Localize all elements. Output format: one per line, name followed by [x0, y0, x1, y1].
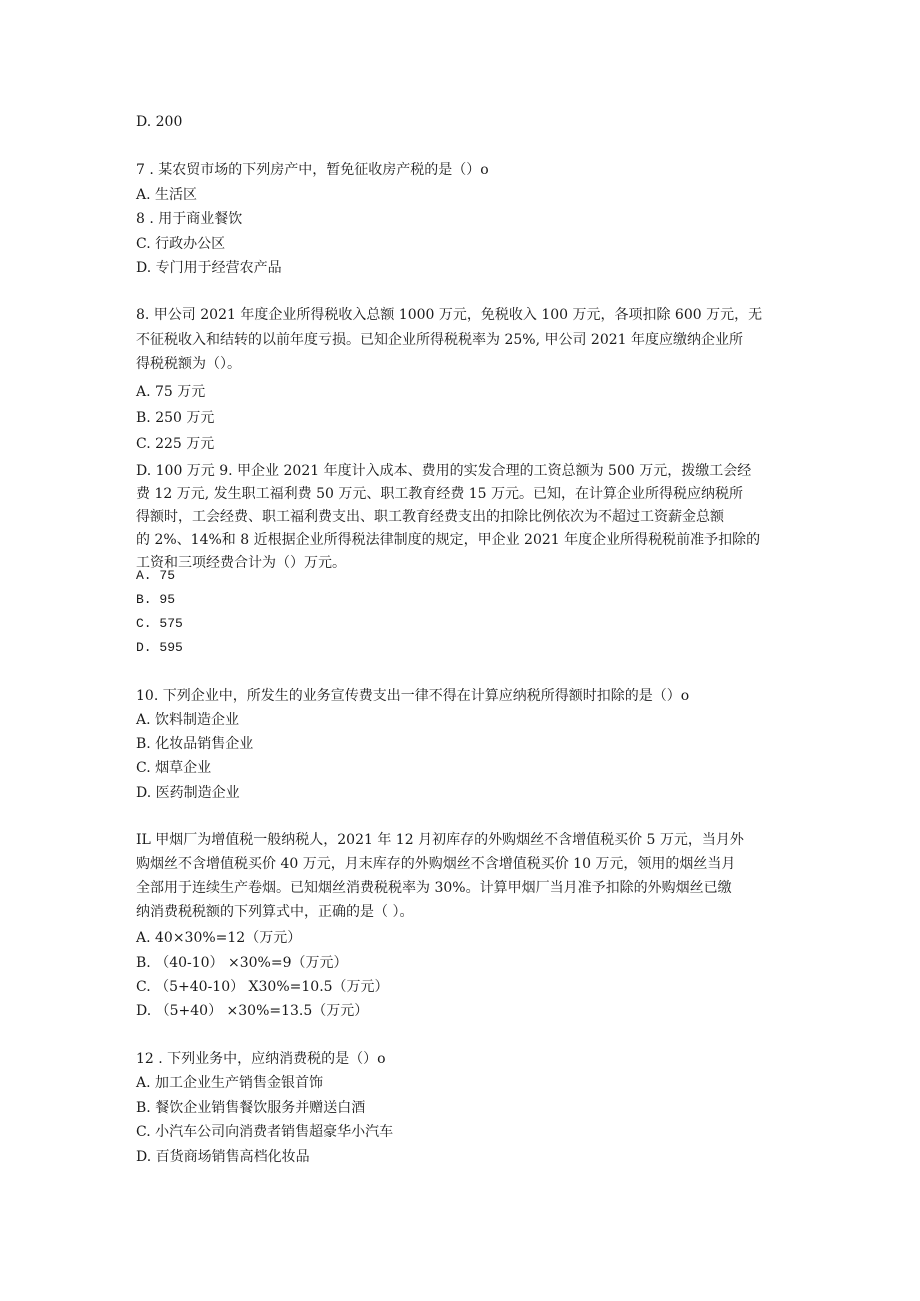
question-11-line-1: IL 甲烟厂为增值税一般纳税人，2021 年 12 月初库存的外购烟丝不含增值税买价 5 万元，当月外 [136, 832, 744, 848]
option-8c: C. 225 万元 [136, 436, 215, 452]
option-11b: B. （40-10） ×30%=9（万元） [136, 955, 348, 971]
option-12c: C. 小汽车公司向消费者销售超豪华小汽车 [136, 1124, 394, 1140]
option-9b: B. 95 [136, 592, 176, 607]
option-12a: A. 加工企业生产销售金银首饰 [136, 1075, 324, 1091]
option-7a: A. 生活区 [136, 187, 198, 203]
option-10a: A. 饮料制造企业 [136, 712, 240, 728]
option-8a: A. 75 万元 [136, 384, 206, 400]
option-11a: A. 40×30%=12（万元） [136, 930, 302, 946]
question-11-line-4: 纳消费税税额的下列算式中，正确的是（ ）。 [136, 904, 414, 920]
option-10c: C. 烟草企业 [136, 760, 212, 776]
question-11-line-3: 全部用于连续生产卷烟。已知烟丝消费税税率为 30%。计算甲烟厂当月准予扣除的外购烟丝已缴 [136, 880, 732, 896]
question-11-line-2: 购烟丝不含增值税买价 40 万元，月末库存的外购烟丝不含增值税买价 10 万元，领用的烟丝当月 [136, 856, 736, 872]
option-12b: B. 餐饮企业销售餐饮服务并赠送白酒 [136, 1100, 366, 1116]
option-6d: D. 200 [136, 114, 183, 130]
option-10b: B. 化妆品销售企业 [136, 736, 254, 752]
option-7c: C. 行政办公区 [136, 236, 226, 252]
question-8-line-3: 得税税额为（）。 [136, 356, 241, 372]
option-8d-question-9-line-1: D. 100 万元 9. 甲企业 2021 年度计入成本、费用的实发合理的工资总额为 500 万元，拨缴工会经 [136, 463, 752, 479]
option-11d: D. （5+40） ×30%=13.5（万元） [136, 1003, 369, 1019]
option-9c: C. 575 [136, 616, 183, 631]
option-7b: 8 . 用于商业餐饮 [136, 211, 243, 227]
question-7: 7 . 某农贸市场的下列房产中，暂免征收房产税的是（）o [136, 162, 489, 178]
question-9-line-3: 得额时，工会经费、职工福利费支出、职工教育经费支出的扣除比例依次为不超过工资薪金总额 [136, 509, 724, 525]
option-9a: A. 75 [136, 568, 176, 583]
option-7d: D. 专门用于经营农产品 [136, 260, 282, 276]
option-10d: D. 医药制造企业 [136, 785, 240, 801]
question-8-line-2: 不征税收入和结转的以前年度亏损。已知企业所得税税率为 25%, 甲公司 2021 年度应缴纳企业所 [136, 332, 743, 348]
option-9d: D. 595 [136, 640, 183, 655]
question-9-line-2: 费 12 万元, 发生职工福利费 50 万元、职工教育经费 15 万元。已知，在计算企业所得税应纳税所 [136, 486, 744, 502]
question-8-line-1: 8. 甲公司 2021 年度企业所得税收入总额 1000 万元，免税收入 100 万元，各项扣除 600 万元，无 [136, 307, 763, 323]
question-9-line-4: 的 2%、14%和 8 近根据企业所得税法律制度的规定，甲企业 2021 年度企业所得税税前准予扣除的 [136, 532, 761, 548]
option-8b: B. 250 万元 [136, 410, 215, 426]
option-12d: D. 百货商场销售高档化妆品 [136, 1149, 310, 1165]
question-9-line-5: 工资和三项经费合计为（）万元。 [136, 555, 346, 571]
option-11c: C. （5+40-10） X30%=10.5（万元） [136, 979, 389, 995]
question-10: 10. 下列企业中，所发生的业务宣传费支出一律不得在计算应纳税所得额时扣除的是（）o [136, 688, 690, 704]
question-12: 12 . 下列业务中，应纳消费税的是（）o [136, 1051, 386, 1067]
